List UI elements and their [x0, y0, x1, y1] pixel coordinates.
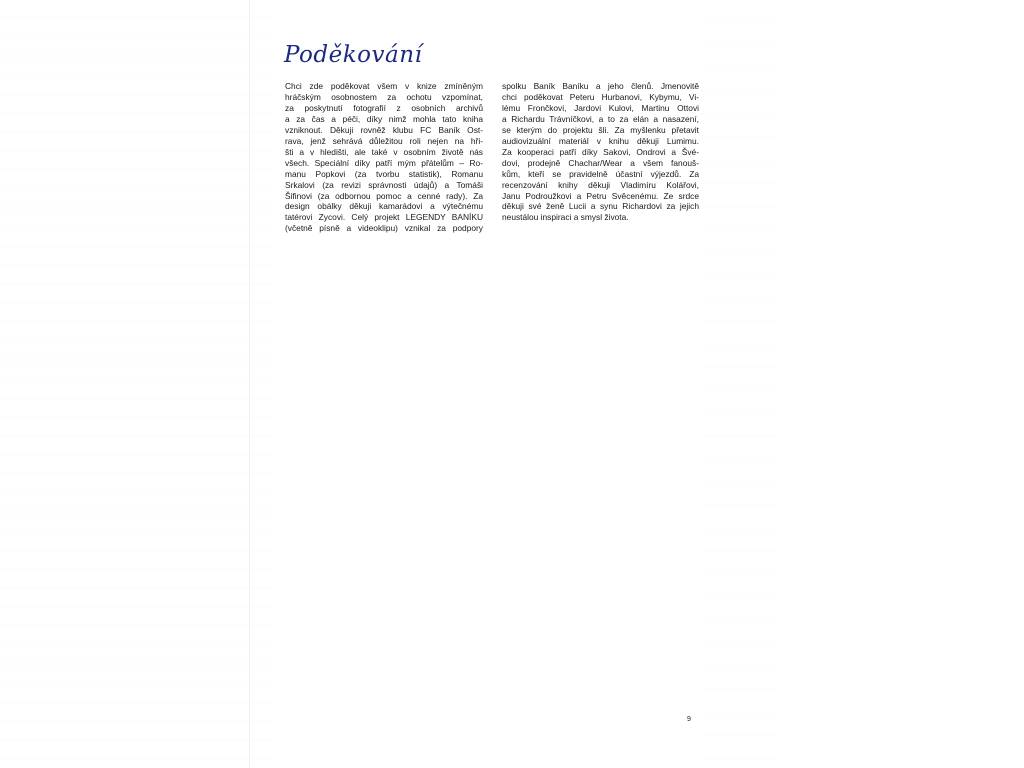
text-line: Srkalovi (za revizi správnosti údajů) a Tomáši — [285, 179, 483, 190]
text-line: neustálou inspiraci a smysl života. — [502, 212, 629, 223]
text-line: a za čas a péči, díky nimž mohla tato kniha — [285, 113, 483, 124]
page-number: 9 — [687, 716, 691, 723]
text-line: Chci zde poděkovat všem v knize zmíněným — [285, 81, 483, 91]
text-line: všech. Speciální díky patří mým přátelům – Ro- — [285, 157, 483, 168]
text-line: se kterým do projektu šli. Za myšlenku přetavit — [502, 124, 699, 135]
text-line: manu Popkovi (za tvorbu statistik), Romanu — [285, 168, 483, 179]
text-line: dovi, prodejně Chachar/Wear a všem fanouš- — [502, 157, 699, 168]
text-line: hráčským osobnostem za ochotu vzpomínat, — [285, 91, 483, 102]
text-line: recenzování knihy děkuji Vladimíru Kolářovi, — [502, 179, 699, 190]
text-line: design obálky děkuji kamarádovi a výtečnému — [285, 201, 483, 212]
text-line: Za kooperaci patří díky Sakovi, Ondrovi a Švé- — [502, 146, 699, 157]
scan-bleed-right — [700, 0, 780, 768]
scan-bleed-left — [0, 0, 275, 768]
text-line: Šifinovi (za odbornou pomoc a cenné rady). Za — [285, 190, 483, 201]
text-line: za poskytnutí fotografií z osobních archivů — [285, 102, 483, 113]
text-line: lému Frončkovi, Jardovi Kulovi, Martinu Ottovi — [502, 102, 699, 113]
text-line: šti a v hledišti, ale také v osobním životě nás — [285, 146, 483, 157]
text-line: a Richardu Trávníčkovi, a to za elán a nasazení, — [502, 113, 699, 124]
text-line: rava, jenž sehrává důležitou roli nejen na hři- — [285, 135, 483, 146]
text-line: kům, kteří se pravidelně účastní výjezdů. Za — [502, 168, 699, 179]
text-line: chci poděkovat Peteru Hurbanovi, Kybymu, Vi- — [502, 91, 699, 102]
text-line: audiovizuální materiál v knihu děkuji Lumimu. — [502, 135, 699, 146]
page-gutter — [249, 0, 250, 768]
text-column-right — [502, 81, 699, 223]
text-line: Janu Podroužkovi a Petru Svěcenému. Ze srdce — [502, 190, 699, 201]
page-title: Poděkování — [284, 42, 423, 68]
text-line: (včetně písně a videoklipu) vznikal za podpory — [285, 223, 483, 234]
text-line: děkuji své ženě Lucii a synu Richardovi za jejich — [502, 201, 699, 212]
text-line: vzniknout. Děkuji rovněž klubu FC Baník Ost- — [285, 124, 483, 135]
text-line: tatérovi Zycovi. Celý projekt LEGENDY BANÍKU — [285, 212, 483, 223]
text-line: spolku Baník Baníku a jeho členů. Jmenovitě — [502, 81, 699, 91]
text-column-left — [285, 81, 483, 234]
